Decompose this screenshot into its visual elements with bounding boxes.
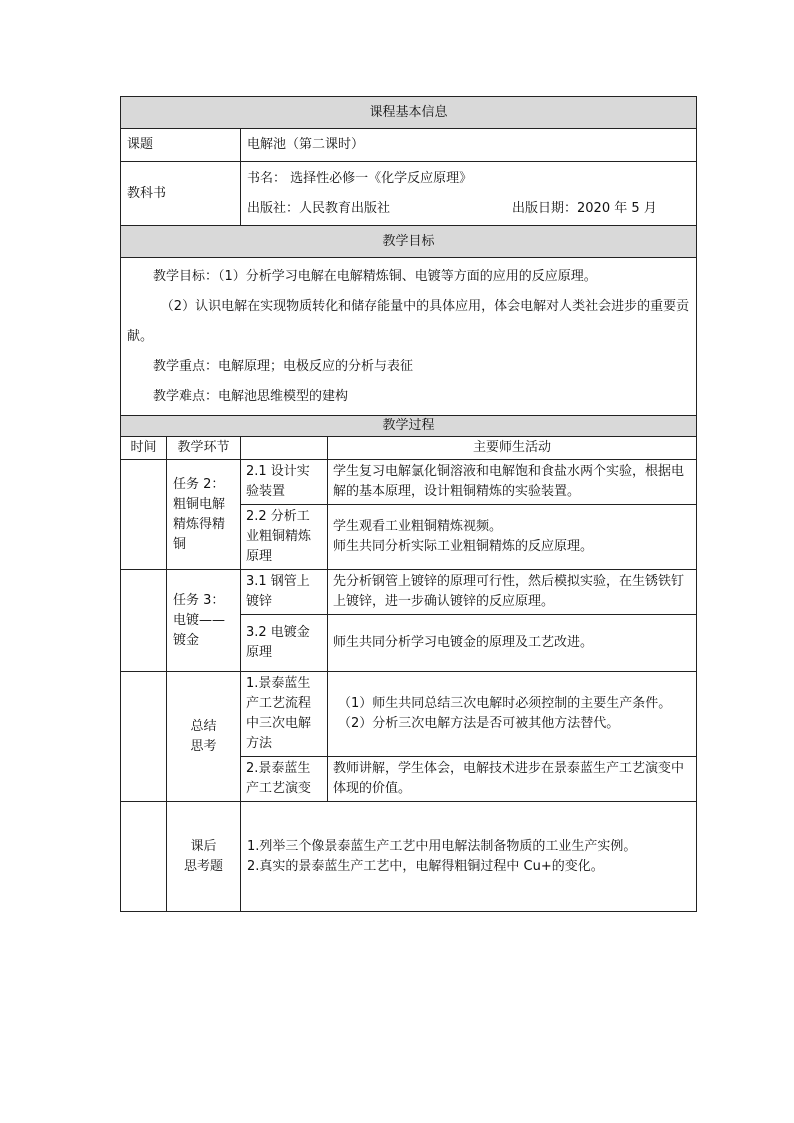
homework-activity — [241, 802, 697, 912]
sub-3-2: 3.2 电镀金原理 — [241, 615, 328, 672]
stage-homework-line1: 课后 — [190, 838, 217, 854]
activity-2-2-line1: 学生观看工业粗铜精炼视频。 — [333, 519, 503, 534]
textbook-label: 教科书 — [121, 162, 241, 226]
stage-summary — [167, 672, 241, 802]
sub-2-2: 2.2 分析工业粗铜精炼原理 — [241, 505, 328, 570]
lesson-plan-document — [120, 96, 696, 912]
sub-summary-1: 1.景泰蓝生产工艺流程中三次电解方法 — [241, 672, 328, 757]
activity-2-2-line2: 师生共同分析实际工业粗铜精炼的反应原理。 — [333, 539, 594, 554]
homework-line1: 1.列举三个像景泰蓝生产工艺中用电解法制备物质的工业生产实例。 — [247, 838, 637, 854]
time-cell — [121, 672, 167, 802]
col-time: 时间 — [121, 437, 167, 460]
stage-task-3: 任务 3：电镀——镀金 — [167, 570, 241, 672]
activity-2-1: 学生复习电解氯化铜溶液和电解饱和食盐水两个实验，根据电解的基本原理，设计粗铜精炼的实验装置。 — [328, 460, 697, 505]
col-sub — [241, 437, 328, 460]
col-activity: 主要师生活动 — [328, 437, 697, 460]
activity-3-1: 先分析钢管上镀锌的原理可行性，然后模拟实验，在生锈铁钉上镀锌，进一步确认镀锌的反应原理。 — [328, 570, 697, 615]
time-cell — [121, 570, 167, 672]
textbook-info — [241, 162, 697, 226]
publisher: 出版社：人民教育出版社 — [247, 200, 391, 216]
goal-2: （2）认识电解在实现物质转化和储存能量中的具体应用，体会电解对人类社会进步的重要贡献。 — [127, 298, 690, 344]
objectives-header: 教学目标 — [121, 226, 697, 258]
time-cell — [121, 460, 167, 570]
key-points: 教学重点：电解原理；电极反应的分析与表征 — [153, 358, 414, 374]
stage-summary-line1: 总结 — [190, 718, 217, 734]
topic-value: 电解池（第二课时） — [241, 129, 697, 162]
goal-1: 教学目标：（1）分析学习电解在电解精炼铜、电镀等方面的应用的反应原理。 — [153, 268, 597, 284]
activity-summary-1-line2: （2）分析三次电解方法是否可被其他方法替代。 — [338, 716, 620, 731]
lesson-plan-table — [120, 96, 697, 912]
stage-task-2: 任务 2：粗铜电解精炼得精铜 — [167, 460, 241, 570]
difficulties: 教学难点：电解池思维模型的建构 — [153, 388, 349, 404]
topic-label: 课题 — [121, 129, 241, 162]
stage-summary-line2: 思考 — [190, 738, 217, 754]
objectives-body — [121, 258, 697, 416]
time-cell — [121, 802, 167, 912]
activity-summary-2: 教师讲解，学生体会，电解技术进步在景泰蓝生产工艺演变中体现的价值。 — [328, 757, 697, 802]
basic-info-header: 课程基本信息 — [121, 97, 697, 129]
activity-summary-1-line1: （1）师生共同总结三次电解时必须控制的主要生产条件。 — [338, 696, 672, 711]
publish-date: 出版日期：2020 年 5 月 — [512, 200, 657, 216]
publish-info — [247, 194, 696, 224]
sub-summary-2: 2.景泰蓝生产工艺演变 — [241, 757, 328, 802]
stage-homework — [167, 802, 241, 912]
homework-line2: 2.真实的景泰蓝生产工艺中，电解得粗铜过程中 Cu+的变化。 — [247, 858, 604, 874]
stage-homework-line2: 思考题 — [183, 858, 223, 874]
activity-2-2 — [328, 505, 697, 570]
book-name: 书名： 选择性必修一《化学反应原理》 — [247, 170, 473, 186]
sub-2-1: 2.1 设计实验装置 — [241, 460, 328, 505]
process-header: 教学过程 — [121, 416, 697, 437]
activity-summary-1 — [328, 672, 697, 757]
activity-3-2: 师生共同分析学习电镀金的原理及工艺改进。 — [328, 615, 697, 672]
col-stage: 教学环节 — [167, 437, 241, 460]
sub-3-1: 3.1 钢管上镀锌 — [241, 570, 328, 615]
